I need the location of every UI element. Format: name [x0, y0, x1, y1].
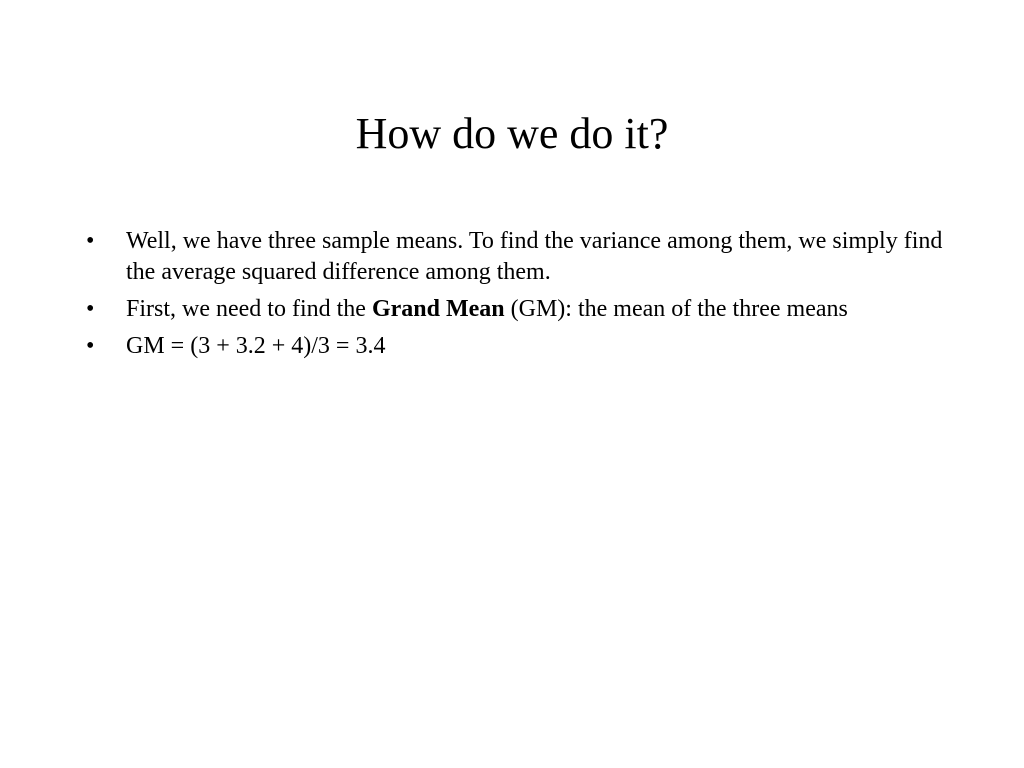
slide-title: How do we do it? — [355, 109, 669, 158]
bullet-list — [86, 226, 946, 368]
bullet-text-before: First, we need to find the — [126, 296, 372, 322]
bullet-dot-icon: • — [86, 333, 95, 359]
bullet-text: Well, we have three sample means. To find the variance among them, we simply find the average squared difference among them. — [126, 228, 943, 285]
bullet-item-gm-formula — [86, 331, 946, 362]
bullet-dot-icon: • — [86, 228, 95, 254]
bullet-item-grand-mean — [86, 294, 946, 325]
gm-formula: GM = (3 + 3.2 + 4)/3 = 3.4 — [126, 333, 386, 359]
grand-mean-term: Grand Mean — [371, 296, 505, 322]
bullet-text-after: (GM): the mean of the three means — [504, 296, 848, 322]
bullet-item-three-means — [86, 226, 946, 288]
bullet-dot-icon: • — [86, 296, 95, 322]
